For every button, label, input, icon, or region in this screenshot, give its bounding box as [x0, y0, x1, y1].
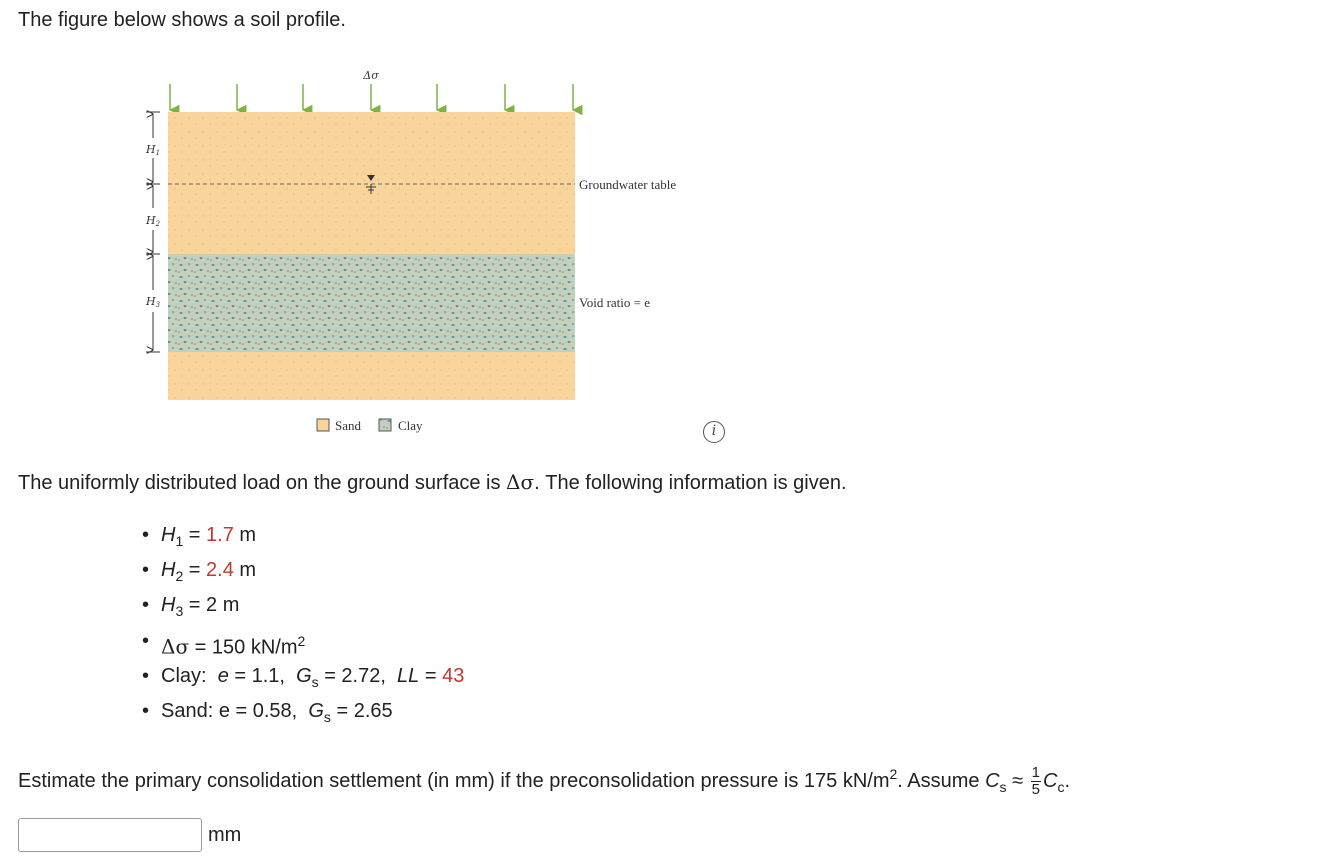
groundwater-label: Groundwater table — [579, 177, 677, 192]
intro-text: The figure below shows a soil profile. — [18, 9, 346, 31]
legend-sand-label: Sand — [335, 418, 361, 433]
param-load: • Δσ = 150 $kN/m^2$ — [142, 626, 464, 661]
h1-dim-label: H1 — [145, 143, 161, 157]
sand-layer-bottom — [168, 352, 575, 400]
legend-sand-swatch — [317, 419, 329, 431]
one-fifth-fraction: $\frac{1}{5}$ — [1031, 764, 1040, 798]
param-sand: • Sand: e = 0.58, $G_s = 2.65$ — [142, 696, 464, 731]
load-description: The uniformly distributed load on the ground surface is Δσ. The following information is given. — [18, 470, 847, 494]
h3-dim-label: H3 — [145, 295, 161, 309]
legend-clay-swatch — [379, 419, 391, 431]
question-text: Estimate the primary consolidation settlement (in mm) if the preconsolidation pressure is 175 $kN/m^2$. Assume $C_s$ ≈ $\frac{1}{5}$ $C_c$. — [18, 764, 1070, 798]
param-h2: • $H_2 = 2.4$ m — [142, 555, 464, 590]
legend-clay-label: Clay — [398, 418, 423, 433]
clay-layer — [168, 254, 575, 352]
given-parameters-list — [142, 520, 464, 731]
delta-sigma-symbol: Δσ — [506, 470, 535, 494]
info-icon[interactable]: i — [703, 421, 725, 443]
h2-dim-label: H2 — [145, 214, 161, 228]
load-label: Δσ — [363, 69, 379, 82]
void-ratio-label: Void ratio = e — [579, 295, 650, 310]
param-clay: • Clay: e = 1.1, $G_s = 2.72$, LL = 43 — [142, 661, 464, 696]
load-arrows — [170, 84, 573, 110]
legend — [317, 418, 423, 433]
answer-unit: mm — [208, 824, 242, 846]
soil-profile-figure — [130, 58, 710, 448]
param-h1: • $H_1 = 1.7$ m — [142, 520, 464, 555]
param-h3: • $H_3 = 2$ m — [142, 590, 464, 625]
sand-layer-top — [168, 112, 575, 254]
answer-input[interactable] — [18, 818, 202, 852]
